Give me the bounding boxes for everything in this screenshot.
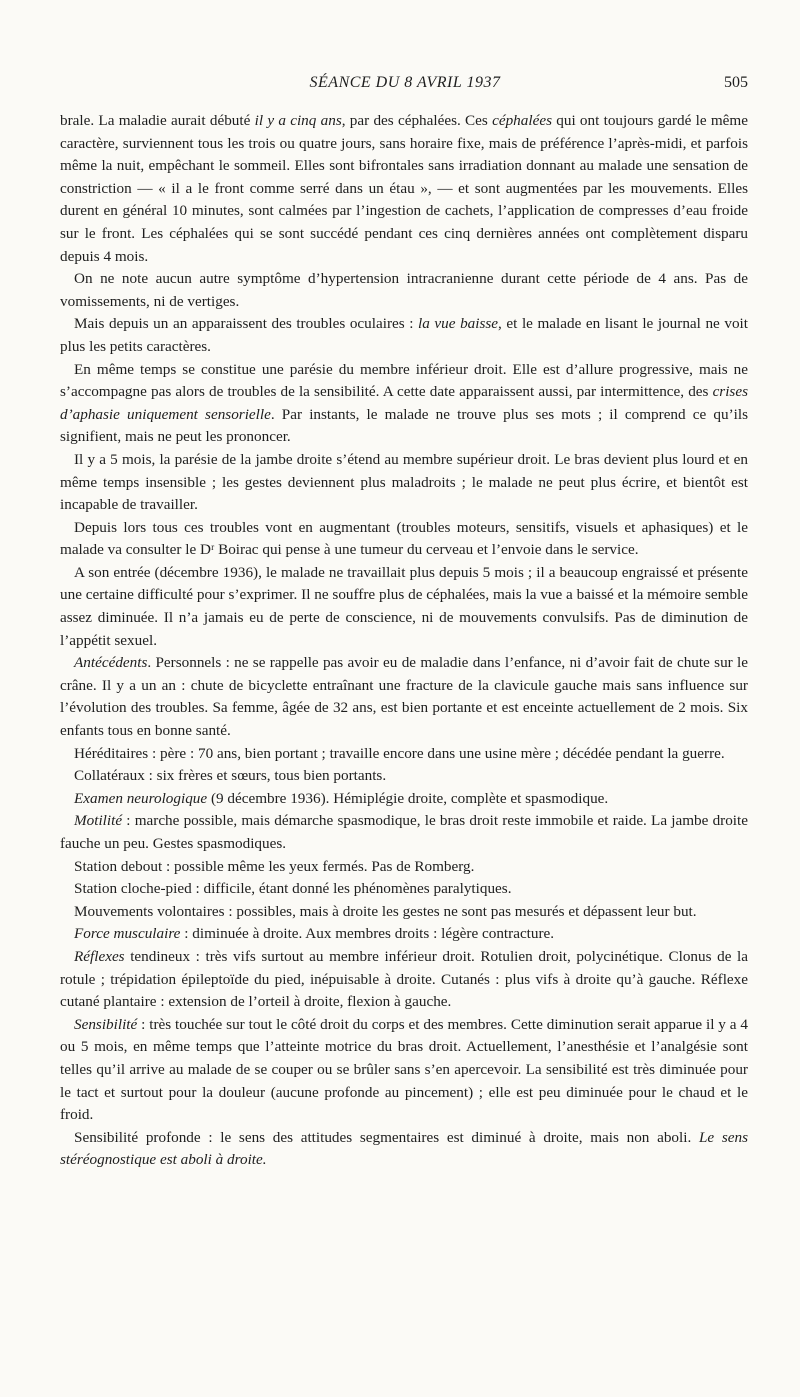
italic-text-run: la vue baisse <box>418 315 499 333</box>
paragraph <box>60 946 748 1014</box>
paragraph <box>60 1127 748 1172</box>
text-run: (9 décembre 1936). Hémiplégie droite, complète et spasmodique. <box>207 789 609 807</box>
paragraph <box>60 923 748 946</box>
article-body <box>60 110 748 1172</box>
paragraph <box>60 901 748 924</box>
page-number: 505 <box>724 74 748 91</box>
italic-text-run: Le sens stéréognostique est aboli à droite. <box>60 1128 748 1169</box>
paragraph <box>60 562 748 652</box>
text-run: Station debout : possible même les yeux fermés. Pas de Romberg. <box>74 857 475 875</box>
italic-text-run: Motilité <box>74 812 123 830</box>
paragraph <box>60 878 748 901</box>
text-run: brale. La maladie aurait débuté <box>60 112 255 129</box>
text-run: Sensibilité profonde : le sens des attitudes segmentaires est diminué à droite, mais non aboli. <box>74 1128 699 1146</box>
text-run: . Personnels : ne se rappelle pas avoir eu de maladie dans l’enfance, ni d’avoir fait de chute sur le crâne. Il y a un an : chute de bicyclette entraînant une fracture de la clavicule gauche mais sans influence sur l’évolution des troubles. Sa femme, âgée de 32 ans, est bien portante et est enceinte actuellement de 2 mois. Six enfants tous en bonne santé. <box>60 654 748 740</box>
text-run: , et le malade en lisant le journal ne voit plus les petits caractères. <box>60 315 748 355</box>
text-run: : diminuée à droite. Aux membres droits : légère contracture. <box>180 925 555 943</box>
paragraph <box>60 517 748 562</box>
text-run: A son entrée (décembre 1936), le malade ne travaillait plus depuis 5 mois ; il a beaucoup engraissé et présente une certaine difficulté pour s’exprimer. Il ne souffre plus de céphalées, mais la vue a baissé et la mémoire semble assez diminuée. Il n’a jamais eu de perte de conscience, ni de mouvements convulsifs. Pas de diminution de l’appétit sexuel. <box>60 563 748 649</box>
paragraph <box>60 810 748 855</box>
italic-text-run: Examen neurologique <box>74 789 208 807</box>
paragraph <box>60 1014 748 1127</box>
text-run: Collatéraux : six frères et sœurs, tous bien portants. <box>74 767 387 785</box>
paragraph <box>60 788 748 811</box>
paragraph <box>60 743 748 766</box>
text-run: Héréditaires : père : 70 ans, bien portant ; travaille encore dans une usine mère ; décédée pendant la guerre. <box>74 744 725 762</box>
italic-text-run: crises d’aphasie uniquement sensorielle <box>60 383 748 423</box>
paragraph <box>60 652 748 742</box>
text-run: Mouvements volontaires : possibles, mais à droite les gestes ne sont pas mesurés et dépassent leur but. <box>74 902 697 920</box>
text-run: Depuis lors tous ces troubles vont en augmentant (troubles moteurs, sensitifs, visuels et aphasiques) et le malade va consulter le Dʳ Boirac qui pense à une tumeur du cerveau et l’envoie dans le service. <box>60 518 748 559</box>
text-run: On ne note aucun autre symptôme d’hypertension intracranienne durant cette période de 4 ans. Pas de vomissements, ni de vertiges. <box>60 270 748 310</box>
text-run: . Par instants, le malade ne trouve plus ses mots ; il comprend ce qu’ils signifient, mais ne peut les prononcer. <box>60 405 748 446</box>
text-run: tendineux : très vifs surtout au membre inférieur droit. Rotulien droit, polycinétique. Clonus de la rotule ; trépidation épileptoïde du pied, inépuisable à droite. Cutanés : plus vifs à droite qu’à gauche. Réflexe cutané plantaire : extension de l’orteil à droite, flexion à gauche. <box>60 947 748 1011</box>
text-run: Station cloche-pied : difficile, étant donné les phénomènes paralytiques. <box>74 880 512 898</box>
text-run: : très touchée sur tout le côté droit du corps et des membres. Cette diminution serait apparue il y a 4 ou 5 mois, en même temps que l’atteinte motrice du bras droit. Actuellement, l’anesthésie et l’analgésie sont telles qu’il arrive au malade de se couper ou se brûler sans s’en apercevoir. La sensibilité est très diminuée pour le tact et surtout pour la douleur (aucune profonde au pincement) ; elle est peu diminuée pour le chaud et le froid. <box>60 1015 748 1124</box>
italic-text-run: Force musculaire <box>74 925 181 943</box>
italic-text-run: Réflexes <box>74 947 125 965</box>
paragraph <box>60 765 748 788</box>
text-run: En même temps se constitue une parésie du membre inférieur droit. Elle est d’allure progressive, mais ne s’accompagne pas alors de troubles de la sensibilité. A cette date apparaissent aussi, par intermittence, des <box>60 360 748 401</box>
text-run: , par des céphalées. Ces <box>341 112 493 129</box>
paragraph <box>60 856 748 879</box>
italic-text-run: Sensibilité <box>74 1015 138 1033</box>
italic-text-run: il y a cinq ans <box>254 112 342 129</box>
paragraph <box>60 268 748 313</box>
running-head-title: SÉANCE DU 8 AVRIL 1937 <box>309 74 501 91</box>
text-run: Mais depuis un an apparaissent des troubles oculaires : <box>74 315 419 333</box>
paragraph <box>60 449 748 517</box>
text-run: Il y a 5 mois, la parésie de la jambe droite s’étend au membre supérieur droit. Le bras devient plus lourd et en même temps insensible ; les gestes deviennent plus maladroits ; le malade ne peut plus écrire, et bientôt est incapable de travailler. <box>60 450 748 514</box>
italic-text-run: Antécédents <box>74 654 148 672</box>
italic-text-run: céphalées <box>492 112 552 129</box>
text-run: : marche possible, mais démarche spasmodique, le bras droit reste immobile et raide. La jambe droite fauche un peu. Gestes spasmodiques. <box>60 812 748 852</box>
paragraph <box>60 313 748 358</box>
paragraph <box>60 359 748 449</box>
running-head <box>62 74 748 96</box>
paragraph <box>60 110 748 268</box>
text-run: qui ont toujours gardé le même caractère, surviennent tous les trois ou quatre jours, sans horaire fixe, mais de préférence l’après-midi, et parfois même la nuit, empêchant le sommeil. Elles sont bifrontales sans irradiation donnant au malade une sensation de constriction — « il a le front comme serré dans un étau », — et sont augmentées par les mouvements. Elles durent en général 10 minutes, sont calmées par l’ingestion de cachets, l’application de compresses d’eau froide sur le front. Les céphalées qui se sont succédé pendant ces cinq dernières années ont complètement disparu depuis 4 mois. <box>60 112 748 265</box>
